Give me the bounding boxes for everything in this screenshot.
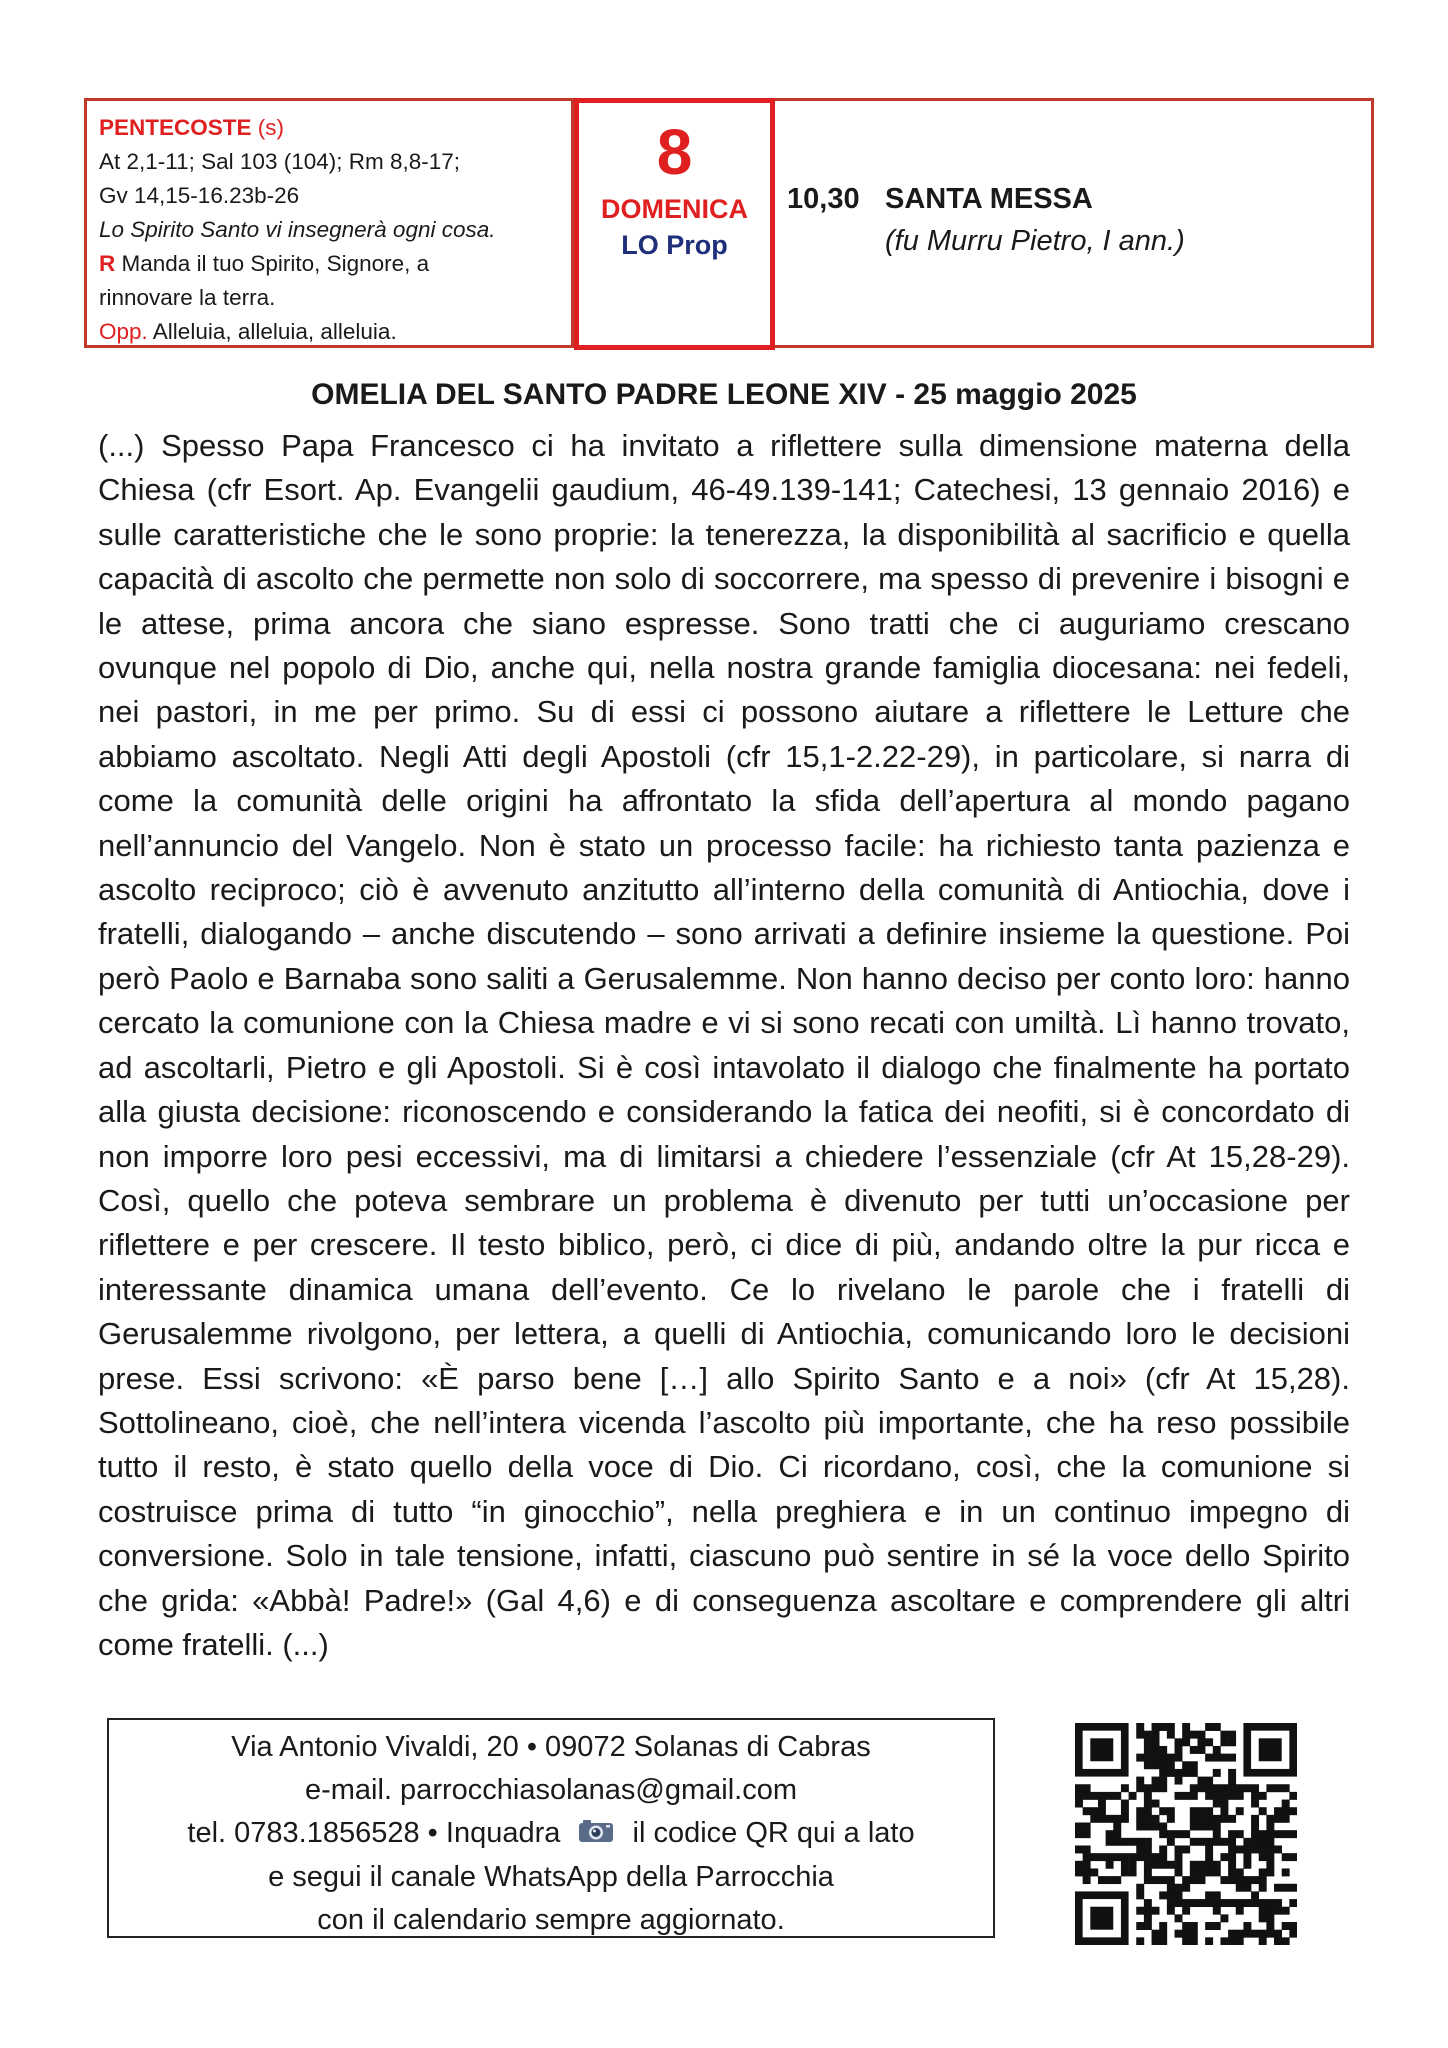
calendar-line: con il calendario sempre aggiornato. <box>317 1903 785 1936</box>
contact-box <box>107 1718 995 1938</box>
email: e-mail. parrocchiasolanas@gmail.com <box>304 1774 797 1806</box>
feast-rank: (s) <box>257 115 285 140</box>
opp-label: Opp. <box>99 319 148 344</box>
liturgy-header <box>84 98 1374 348</box>
readings-panel <box>87 101 574 345</box>
phone-line <box>109 1812 993 1856</box>
camera-icon <box>578 1813 614 1856</box>
response-text-2: rinnovare la terra. <box>99 285 276 310</box>
day-number: 8 <box>656 116 693 188</box>
response-line <box>99 247 559 281</box>
response-text-1: Manda il tuo Spirito, Signore, a <box>121 251 430 276</box>
qr-code-icon[interactable] <box>1075 1723 1297 1945</box>
day-name: DOMENICA <box>601 194 748 224</box>
address: Via Antonio Vivaldi, 20 • 09072 Solanas di Cabras <box>231 1731 871 1763</box>
homily-body <box>98 424 1350 1667</box>
opp-text: Alleluia, alleluia, alleluia. <box>152 319 397 344</box>
mass-time: 10,30 <box>787 183 860 215</box>
opp-line <box>99 315 559 349</box>
phone-text: tel. 0783.1856528 • Inquadra <box>187 1817 561 1849</box>
mass-event: SANTA MESSA <box>885 183 1093 215</box>
liturgy-office: LO Prop <box>621 230 728 260</box>
homily-title: OMELIA DEL SANTO PADRE LEONE XIV - 25 maggio 2025 <box>311 378 1137 411</box>
feast-line <box>99 111 559 145</box>
readings-line-2: Gv 14,15-16.23b-26 <box>99 183 300 208</box>
response-label: R <box>99 251 116 276</box>
mass-intention: (fu Murru Pietro, I ann.) <box>885 225 1185 257</box>
date-box <box>574 98 775 350</box>
whatsapp-line: e segui il canale WhatsApp della Parrocchia <box>268 1860 834 1893</box>
motto: Lo Spirito Santo vi insegnerà ogni cosa. <box>99 217 496 242</box>
homily-text: (...) Spesso Papa Francesco ci ha invitato a riflettere sulla dimensione materna della Chiesa (cfr Esort. Ap. Evangelii gaudium, 46-49.139-141; Catechesi, 13 gennaio 2016) e sulle caratteristiche che le sono proprie: la tenerezza, la disponibilità al sacrificio e quella capacità di ascolto che permette non solo di soccorrere, ma spesso di prevenire i bisogni e le attese, prima ancora che siano espresse. Sono tratti che ci auguriamo crescano ovunque nel popolo di Dio, anche qui, nella nostra grande famiglia diocesana: nei fedeli, nei pastori, in me per primo. Su di essi ci possono aiutare a riflettere le Letture che abbiamo ascoltato. Negli Atti degli Apostoli (cfr 15,1-2.22-29), in particolare, si narra di come la comunità delle origini ha affrontato la sfida dell’apertura al mondo pagano nell’annuncio del Vangelo. Non è stato un processo facile: ha richiesto tanta pazienza e ascolto reciproco; ciò è avvenuto anzitutto all’interno della comunità di Antiochia, dove i fratelli, dialogando – anche discutendo – sono arrivati a definire insieme la questione. Poi però Paolo e Barnaba sono saliti a Gerusalemme. Non hanno deciso per conto loro: hanno cercato la comunione con la Chiesa madre e vi si sono recati con umiltà. Lì hanno trovato, ad ascoltarli, Pietro e gli Apostoli. Si è così intavolato il dialogo che finalmente ha portato alla giusta decisione: riconoscendo e considerando la fatica dei neofiti, si è concordato di non imporre loro pesi eccessivi, ma di limitarsi a chiedere l’essenziale (cfr At 15,28-29). Così, quello che poteva sembrare un problema è divenuto per tutti un’occasione per riflettere e per crescere. Il testo biblico, però, ci dice di più, andando oltre la pur ricca e interessante dinamica umana dell’evento. Ce lo rivelano le parole che i fratelli di Gerusalemme rivolgono, per lettera, a quelli di Antiochia, comunicando loro le decisioni prese. Essi scrivono: «È parso bene […] allo Spirito Santo e a noi» (cfr At 15,28). Sottolineano, cioè, che nell’intera vicenda l’ascolto più importante, che ha reso possibile tutto il resto, è stato quello della voce di Dio. Ci ricordano, così, che la comunione si costruisce prima di tutto “in ginocchio”, nella preghiera e in un continuo impegno di conversione. Solo in tale tensione, infatti, ciascuno può sentire in sé la voce dello Spirito che grida: «Abbà! Padre!» (Gal 4,6) e di conseguenza ascoltare e comprendere gli altri come fratelli. (...) <box>98 428 1350 1662</box>
readings-line-1: At 2,1-11; Sal 103 (104); Rm 8,8-17; <box>99 149 461 174</box>
qr-instruction: il codice QR qui a lato <box>632 1817 915 1849</box>
schedule-panel <box>775 101 1371 345</box>
feast-title: PENTECOSTE <box>99 115 252 140</box>
